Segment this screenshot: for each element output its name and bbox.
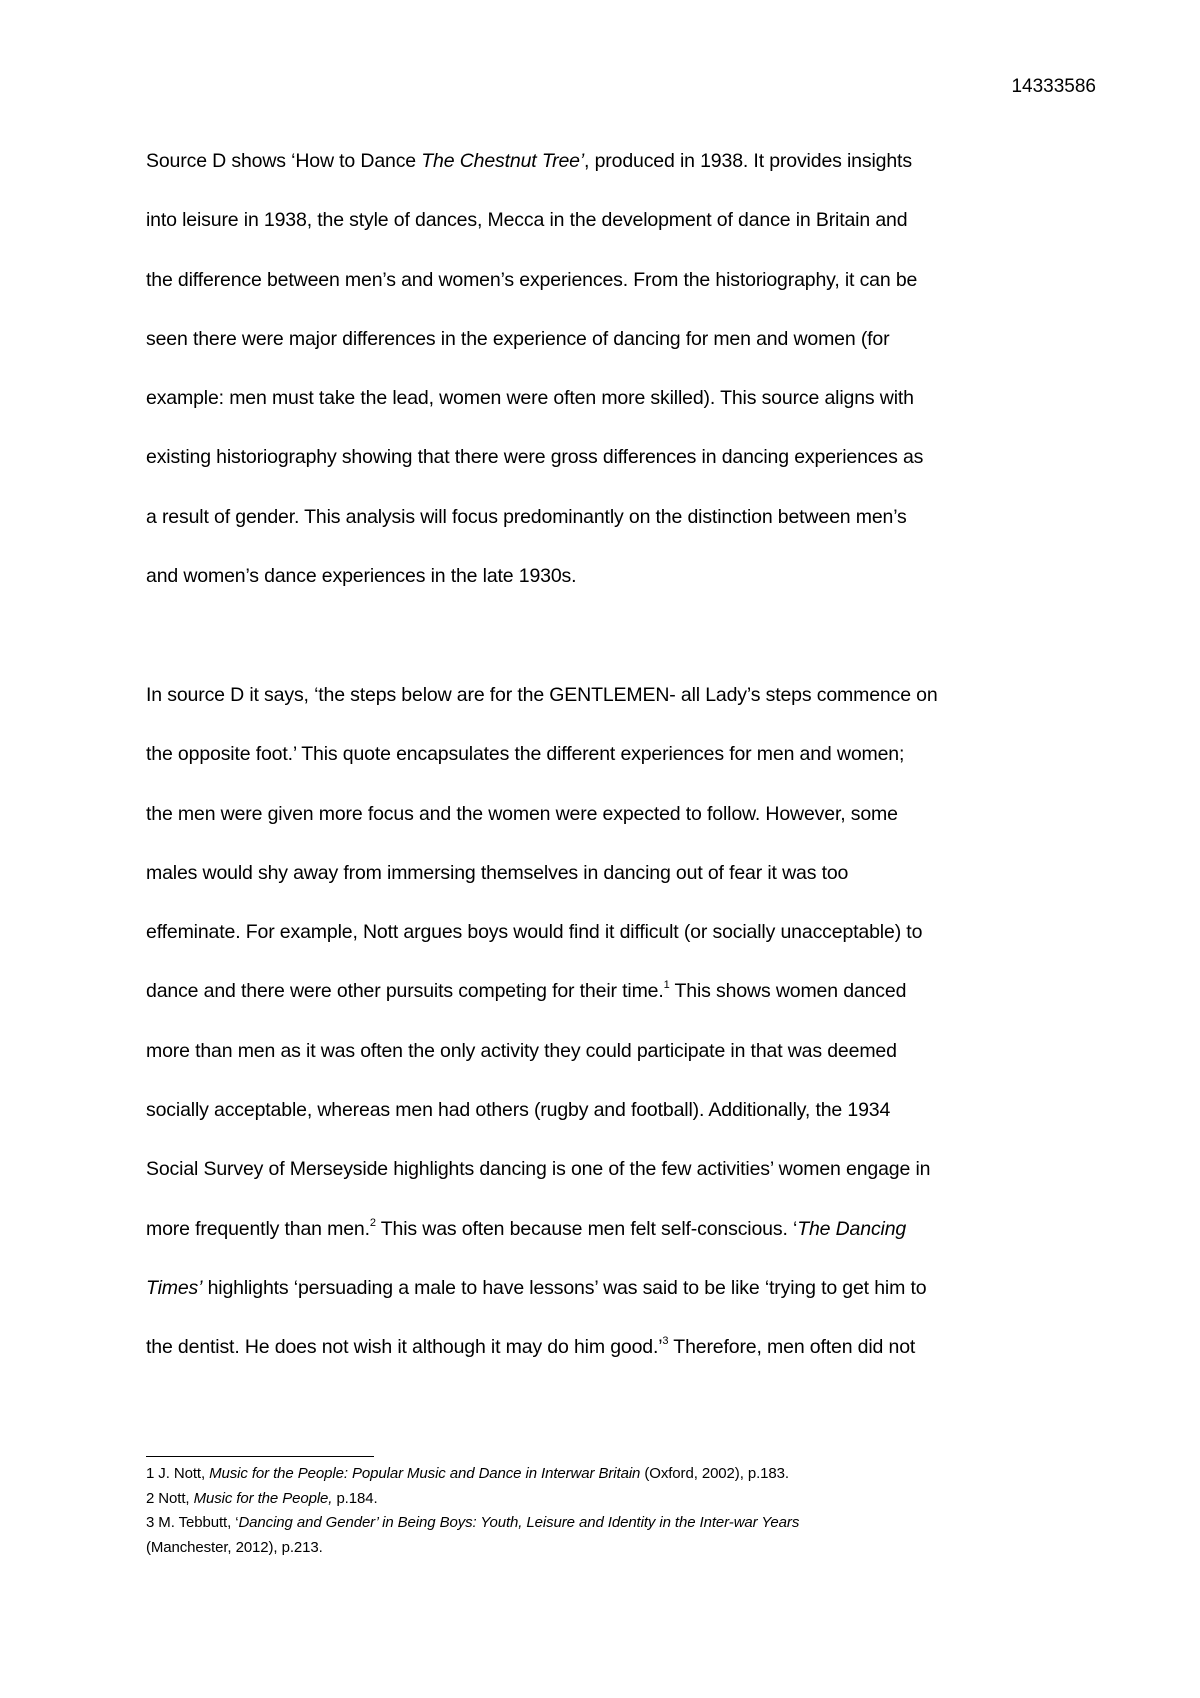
text-run: , produced in 1938. It provides insights (584, 150, 912, 172)
paragraph-2-line: the opposite foot.’ This quote encapsulates the different experiences for men and women; (146, 743, 905, 766)
paragraph-1-line: example: men must take the lead, women were often more skilled). This source aligns with (146, 387, 914, 410)
paragraph-1-line: seen there were major differences in the experience of dancing for men and women (for (146, 327, 890, 350)
paragraph-2-line: In source D it says, ‘the steps below are for the GENTLEMEN- all Lady’s steps commence on (146, 684, 938, 706)
text-run: 2 Nott, (146, 1489, 194, 1507)
paragraph-2-line: the men were given more focus and the women were expected to follow. However, some (146, 802, 898, 825)
paragraph-2-line (146, 962, 1066, 1021)
text-run: Therefore, men often did not (668, 1336, 916, 1359)
footnote-ref-3[interactable]: 3 (662, 1335, 669, 1348)
paragraph-2-line: Social Survey of Merseyside highlights dancing is one of the few activities’ women engage in (146, 1158, 931, 1181)
text-run: 1 J. Nott, (146, 1465, 210, 1482)
text-run: more frequently than men. (146, 1217, 370, 1240)
text-run: (Oxford, 2002), p.183. (640, 1465, 789, 1482)
italic-title: The Chestnut Tree’ (421, 150, 585, 172)
text-run: Source D shows ‘How to Dance (146, 150, 422, 172)
italic-title: Music for the People: Popular Music and Dance in Interwar Britain (209, 1465, 641, 1482)
text-run: 3 M. Tebbutt, ‘ (146, 1514, 239, 1531)
paragraph-2-line: more than men as it was often the only activity they could participate in that was deemed (146, 1039, 897, 1062)
paragraph-2-line (146, 1318, 1066, 1377)
paragraph-1-line: existing historiography showing that there were gross differences in dancing experiences as (146, 446, 924, 469)
text-run: highlights ‘persuading a male to have lessons’ was said to be like ‘trying to get him to (202, 1276, 927, 1299)
footnote-3 (146, 1511, 1066, 1536)
paragraph-2 (146, 666, 1066, 1378)
paragraph-1-line: the difference between men’s and women’s experiences. From the historiography, it can be (146, 268, 918, 291)
italic-title: Music for the People, (193, 1489, 333, 1507)
paragraph-2-line: socially acceptable, whereas men had others (rugby and football). Additionally, the 1934 (146, 1099, 891, 1122)
footnote-1 (146, 1462, 1066, 1487)
paragraph-1-line: into leisure in 1938, the style of dances, Mecca in the development of dance in Britain and (146, 209, 908, 232)
text-run: This shows women danced (669, 980, 907, 1003)
student-id: 14333586 (1011, 76, 1096, 97)
text-run: This was often because men felt self-conscious. ‘ (375, 1217, 798, 1240)
paragraph-1-line: a result of gender. This analysis will focus predominantly on the distinction between men’s (146, 505, 907, 528)
paragraph-2-line: effeminate. For example, Nott argues boys would find it difficult (or socially unacceptable) to (146, 921, 923, 944)
paragraph-2-line (146, 1259, 1066, 1318)
text-run: dance and there were other pursuits competing for their time. (146, 980, 664, 1003)
text-run: p.184. (332, 1489, 378, 1507)
footnote-3-continuation: (Manchester, 2012), p.213. (146, 1538, 323, 1556)
footnote-ref-1[interactable]: 1 (663, 979, 670, 992)
footnotes (146, 1462, 1066, 1560)
paragraph-1 (146, 132, 1066, 606)
footnote-ref-2[interactable]: 2 (369, 1216, 376, 1229)
italic-title: Dancing and Gender’ in Being Boys: Youth, Leisure and Identity in the Inter-war Years (238, 1514, 800, 1531)
paragraph-2-line: males would shy away from immersing themselves in dancing out of fear it was too (146, 861, 849, 884)
italic-title: The Dancing (797, 1217, 907, 1240)
italic-title: Times’ (146, 1276, 203, 1299)
footnote-2 (146, 1487, 1066, 1512)
paragraph-2-line (146, 1200, 1066, 1259)
text-run: the dentist. He does not wish it although it may do him good.’ (146, 1336, 663, 1359)
footnote-separator (146, 1456, 374, 1457)
paragraph-1-line: and women’s dance experiences in the late 1930s. (146, 565, 577, 588)
paragraph-1-line (146, 132, 1066, 191)
